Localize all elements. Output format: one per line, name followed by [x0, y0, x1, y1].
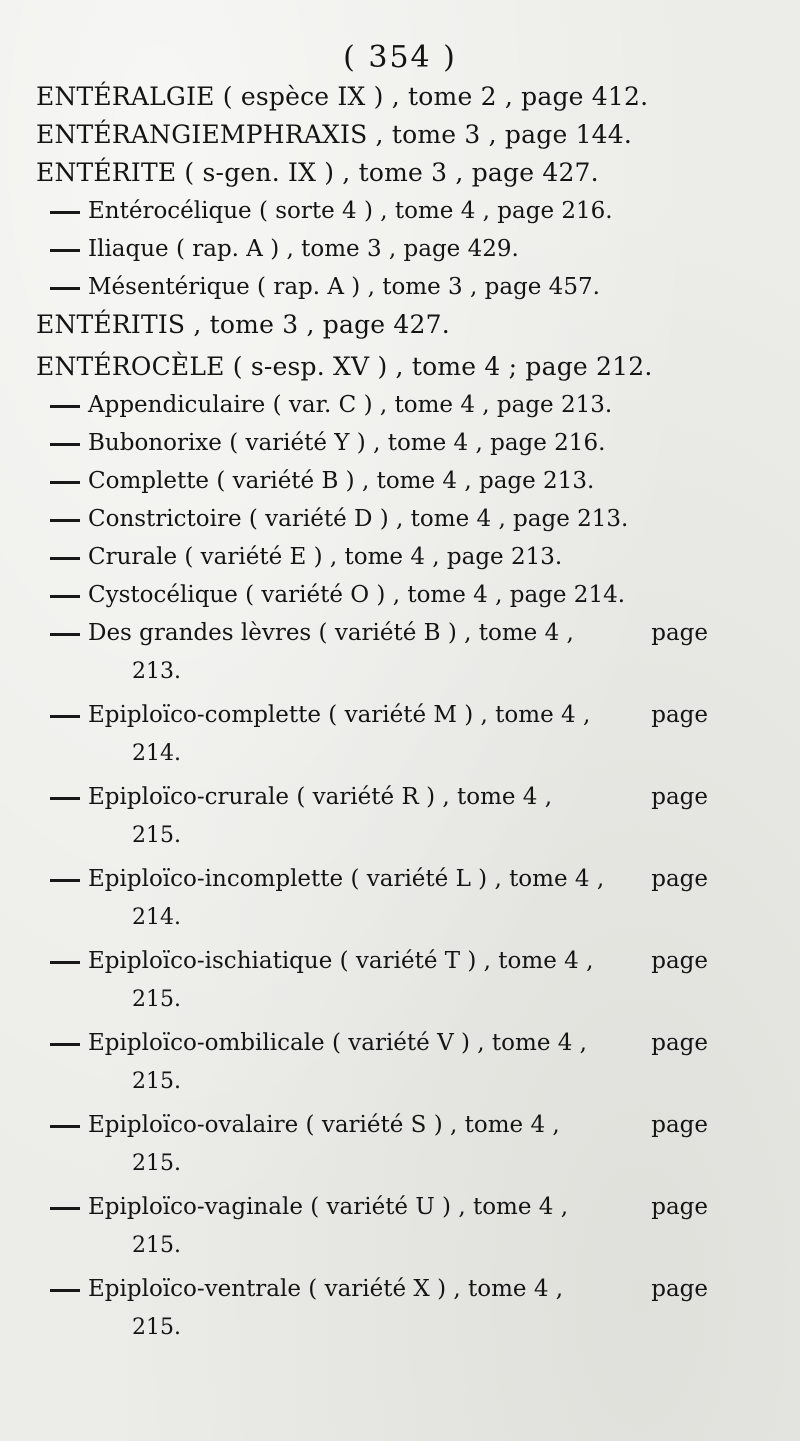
dash-mark: [50, 633, 80, 636]
index-subentry: [36, 192, 736, 230]
entry-text: Iliaque ( rap. A ) , tome 3 , page 429.: [88, 236, 519, 262]
dash-mark: [50, 481, 80, 484]
entry-text: Crurale ( variété E ) , tome 4 , page 213.: [88, 544, 563, 570]
entry-text: Epiploïco-ischiatique ( variété T ) , tome 4 ,: [88, 948, 594, 974]
dash-mark: [50, 287, 80, 290]
entry-text: Epiploïco-vaginale ( variété U ) , tome 4 ,: [88, 1194, 569, 1220]
entry-page-word: page: [651, 1276, 708, 1302]
entry-text: Complette ( variété B ) , tome 4 , page 213.: [88, 468, 595, 494]
index-subentry: [36, 424, 736, 462]
entry-page-word: page: [651, 1194, 708, 1220]
page-number: ( 354 ): [343, 40, 457, 75]
index-subentry: [36, 538, 736, 576]
entry-page-number: 215.: [132, 823, 181, 848]
entry-text: Cystocélique ( variété O ) , tome 4 , page 214.: [88, 582, 626, 608]
index-subentry: [36, 942, 708, 980]
index-subentry: [36, 576, 736, 614]
entry-text: Epiploïco-incomplette ( variété L ) , tome 4 ,: [88, 866, 605, 892]
index-subentry: [36, 614, 708, 652]
dash-mark: [50, 715, 80, 718]
entry-page-number: 214.: [132, 905, 181, 930]
entry-page-word: page: [651, 866, 708, 892]
dash-mark: [50, 443, 80, 446]
entry-text: ENTÉRANGIEMPHRAXIS , tome 3 , page 144.: [36, 120, 633, 149]
entry-text: Epiploïco-ombilicale ( variété V ) , tome 4 ,: [88, 1030, 587, 1056]
entry-text: ENTÉROCÈLE ( s-esp. XV ) , tome 4 ; page 212.: [36, 352, 653, 381]
entry-page-word: page: [651, 620, 708, 646]
dash-mark: [50, 211, 80, 214]
index-entry: [36, 116, 736, 154]
index-subentry: [36, 1270, 708, 1308]
entry-text: Constrictoire ( variété D ) , tome 4 , page 213.: [88, 506, 629, 532]
dash-mark: [50, 249, 80, 252]
entry-text: Epiploïco-ovalaire ( variété S ) , tome 4 ,: [88, 1112, 560, 1138]
entry-text: ENTÉRALGIE ( espèce IX ) , tome 2 , page 412.: [36, 82, 649, 111]
index-entry: [36, 348, 736, 386]
index-subentry: [36, 268, 736, 306]
entry-page-number: 215.: [132, 1233, 181, 1258]
entry-page-number: 215.: [132, 1069, 181, 1094]
index-subentry: [36, 696, 708, 734]
entry-page-number: 215.: [132, 1151, 181, 1176]
index-entry: [36, 306, 736, 344]
index-subentry: [36, 1188, 708, 1226]
entry-page-word: page: [651, 784, 708, 810]
entry-text: ENTÉRITE ( s-gen. IX ) , tome 3 , page 427.: [36, 158, 599, 187]
entry-page-word: page: [651, 948, 708, 974]
entry-text: Epiploïco-crurale ( variété R ) , tome 4 ,: [88, 784, 553, 810]
entry-page-word: page: [651, 702, 708, 728]
entry-text: Epiploïco-ventrale ( variété X ) , tome 4 ,: [88, 1276, 564, 1302]
dash-mark: [50, 595, 80, 598]
entry-text: Appendiculaire ( var. C ) , tome 4 , page 213.: [88, 392, 613, 418]
index-subentry: [36, 1024, 708, 1062]
entry-text: ENTÉRITIS , tome 3 , page 427.: [36, 310, 450, 339]
index-entry: [36, 78, 736, 116]
dash-mark: [50, 961, 80, 964]
dash-mark: [50, 519, 80, 522]
entry-page-number: 213.: [132, 659, 181, 684]
dash-mark: [50, 1289, 80, 1292]
entry-page-number: 215.: [132, 1315, 181, 1340]
entry-page-word: page: [651, 1030, 708, 1056]
index-entry: [36, 154, 736, 192]
entry-text: Des grandes lèvres ( variété B ) , tome 4 ,: [88, 620, 574, 646]
entry-text: Mésentérique ( rap. A ) , tome 3 , page 457.: [88, 274, 600, 300]
entry-text: Epiploïco-complette ( variété M ) , tome 4 ,: [88, 702, 591, 728]
index-subentry: [36, 778, 708, 816]
index-subentry: [36, 500, 736, 538]
entry-text: Bubonorixe ( variété Y ) , tome 4 , page 216.: [88, 430, 606, 456]
index-subentry: [36, 386, 736, 424]
index-subentry: [36, 1106, 708, 1144]
dash-mark: [50, 1043, 80, 1046]
dash-mark: [50, 797, 80, 800]
entry-page-word: page: [651, 1112, 708, 1138]
dash-mark: [50, 1125, 80, 1128]
index-entries: [36, 78, 736, 1352]
dash-mark: [50, 405, 80, 408]
entry-page-number: 215.: [132, 987, 181, 1012]
index-subentry: [36, 860, 708, 898]
entry-page-number: 214.: [132, 741, 181, 766]
dash-mark: [50, 879, 80, 882]
entry-text: Entérocélique ( sorte 4 ) , tome 4 , page 216.: [88, 198, 613, 224]
dash-mark: [50, 557, 80, 560]
index-subentry: [36, 230, 736, 268]
dash-mark: [50, 1207, 80, 1210]
index-subentry: [36, 462, 736, 500]
